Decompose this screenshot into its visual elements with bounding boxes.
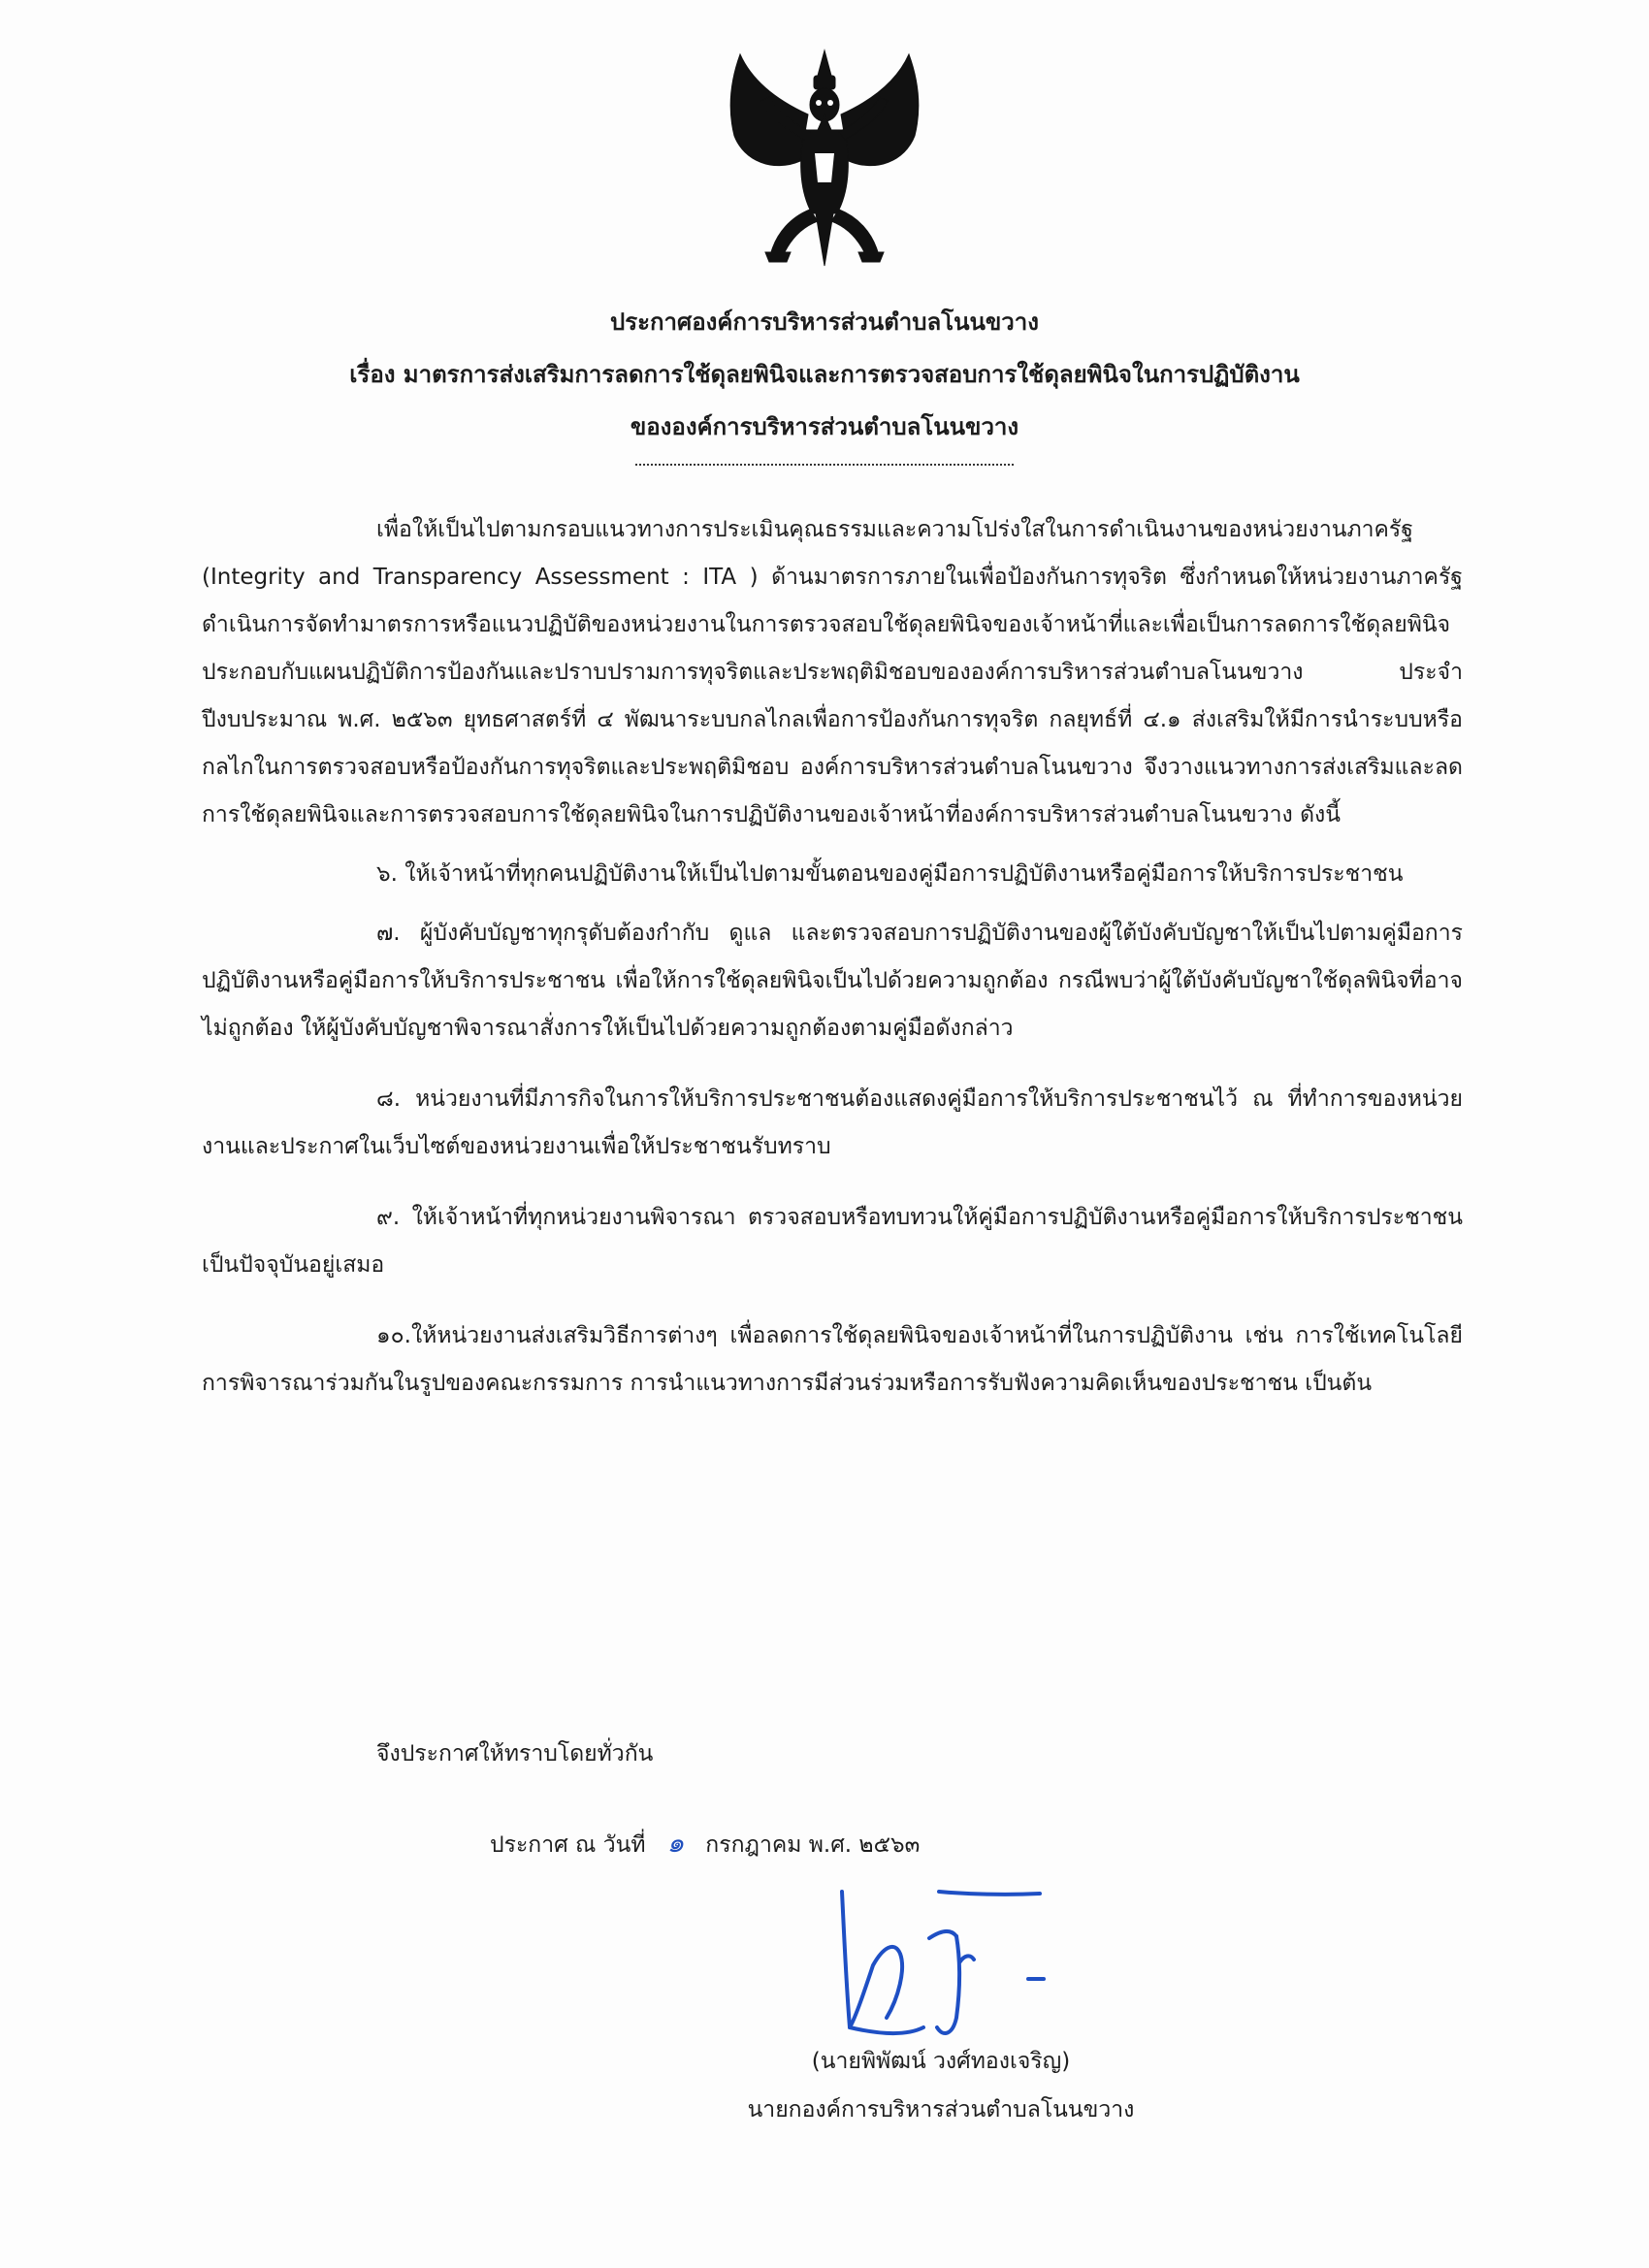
announcement-body	[202, 506, 1463, 1408]
dotted-divider	[635, 464, 1014, 466]
measure-item-6: ๖. ให้เจ้าหน้าที่ทุกคนปฏิบัติงานให้เป็นไปตามขั้นตอนของคู่มือการปฏิบัติงานหรือคู่มือการให้บริการประชาชน	[376, 861, 1404, 887]
signer-title: นายกองค์การบริหารส่วนตำบลโนนขวาง	[747, 2097, 1135, 2122]
garuda-emblem-icon	[723, 47, 926, 270]
closing-statement: จึงประกาศให้ทราบโดยทั่วกัน	[376, 1741, 654, 1766]
date-prefix: ประกาศ ณ วันที่	[490, 1832, 646, 1858]
announcement-title: ประกาศองค์การบริหารส่วนตำบลโนนขวาง	[610, 308, 1039, 336]
date-month-year: กรกฎาคม พ.ศ. ๒๕๖๓	[705, 1832, 921, 1858]
announcement-date	[490, 1824, 920, 1864]
intro-paragraph: เพื่อให้เป็นไปตามกรอบแนวทางการประเมินคุณธรรมและความโปร่งใสในการดำเนินงานของหน่วยงานภาครัฐ (Integrity and Transparency Assessment : ITA ) ด้านมาตรการภายในเพื่อป้องกันการทุจริต ซึ่งกำหนดให้หน่วยงานภาครัฐดำเนินการจัดทำมาตรการหรือแนวปฏิบัติของหน่วยงานในการตรวจสอบใช้ดุลยพินิจของเจ้าหน้าที่และเพื่อเป็นการลดการใช้ดุลยพินิจ ประกอบกับแผนปฏิบัติการป้องกันและปราบปรามการทุจริตและประพฤติมิชอบขององค์การบริหารส่วนตำบลโนนขวาง ประจำปีงบประมาณ พ.ศ. ๒๕๖๓ ยุทธศาสตร์ที่ ๔ พัฒนาระบบกลไกลเพื่อการป้องกันการทุจริต กลยุทธ์ที่ ๔.๑ ส่งเสริมให้มีการนำระบบหรือกลไกในการตรวจสอบหรือป้องกันการทุจริตและประพฤติมิชอบ องค์การบริหารส่วนตำบลโนนขวาง จึงวางแนวทางการส่งเสริมและลดการใช้ดุลยพินิจและการตรวจสอบการใช้ดุลยพินิจในการปฏิบัติงานของเจ้าหน้าที่องค์การบริหารส่วนตำบลโนนขวาง ดังนี้	[202, 517, 1463, 827]
handwritten-signature	[815, 1872, 1096, 2057]
measure-item-9: ๙. ให้เจ้าหน้าที่ทุกหน่วยงานพิจารณา ตรวจสอบหรือทบทวนให้คู่มือการปฏิบัติงานหรือคู่มือการให้บริการประชาชนเป็นปัจจุบันอยู่เสมอ	[202, 1205, 1463, 1278]
measure-item-7: ๗. ผู้บังคับบัญชาทุกรุดับต้องกำกับ ดูแล และตรวจสอบการปฏิบัติงานของผู้ใต้บังคับบัญชาให้เป็นไปตามคู่มือการปฏิบัติงานหรือคู่มือการให้บริการประชาชน เพื่อให้การใช้ดุลยพินิจเป็นไปด้วยความถูกต้อง กรณีพบว่าผู้ใต้บังคับบัญชาใช้ดุลพินิจที่อาจไม่ถูกต้อง ให้ผู้บังคับบัญชาพิจารณาสั่งการให้เป็นไปด้วยความถูกต้องตามคู่มือดังกล่าว	[202, 921, 1463, 1041]
measure-item-8: ๘. หน่วยงานที่มีภารกิจในการให้บริการประชาชนต้องแสดงคู่มือการให้บริการประชาชนไว้ ณ ที่ทำการของหน่วยงานและประกาศในเว็บไซต์ของหน่วยงานเพื่อให้ประชาชนรับทราบ	[202, 1086, 1463, 1159]
signer-name: (นายพิพัฒน์ วงศ์ทองเจริญ)	[811, 2049, 1071, 2074]
measure-item-10: ๑๐.ให้หน่วยงานส่งเสริมวิธีการต่างๆ เพื่อลดการใช้ดุลยพินิจของเจ้าหน้าที่ในการปฏิบัติงาน เช่น การใช้เทคโนโลยี การพิจารณาร่วมกันในรูปของคณะกรรมการ การนำแนวทางการมีส่วนร่วมหรือการรับฟังความคิดเห็นของประชาชน เป็นต้น	[202, 1323, 1463, 1396]
subject-line-continued: ขององค์การบริหารส่วนตำบลโนนขวาง	[630, 413, 1019, 440]
subject-line: เรื่อง มาตรการส่งเสริมการลดการใช้ดุลยพินิจและการตรวจสอบการใช้ดุลยพินิจในการปฏิบัติงาน	[349, 361, 1300, 388]
date-day-handwritten: ๑	[666, 1827, 685, 1859]
